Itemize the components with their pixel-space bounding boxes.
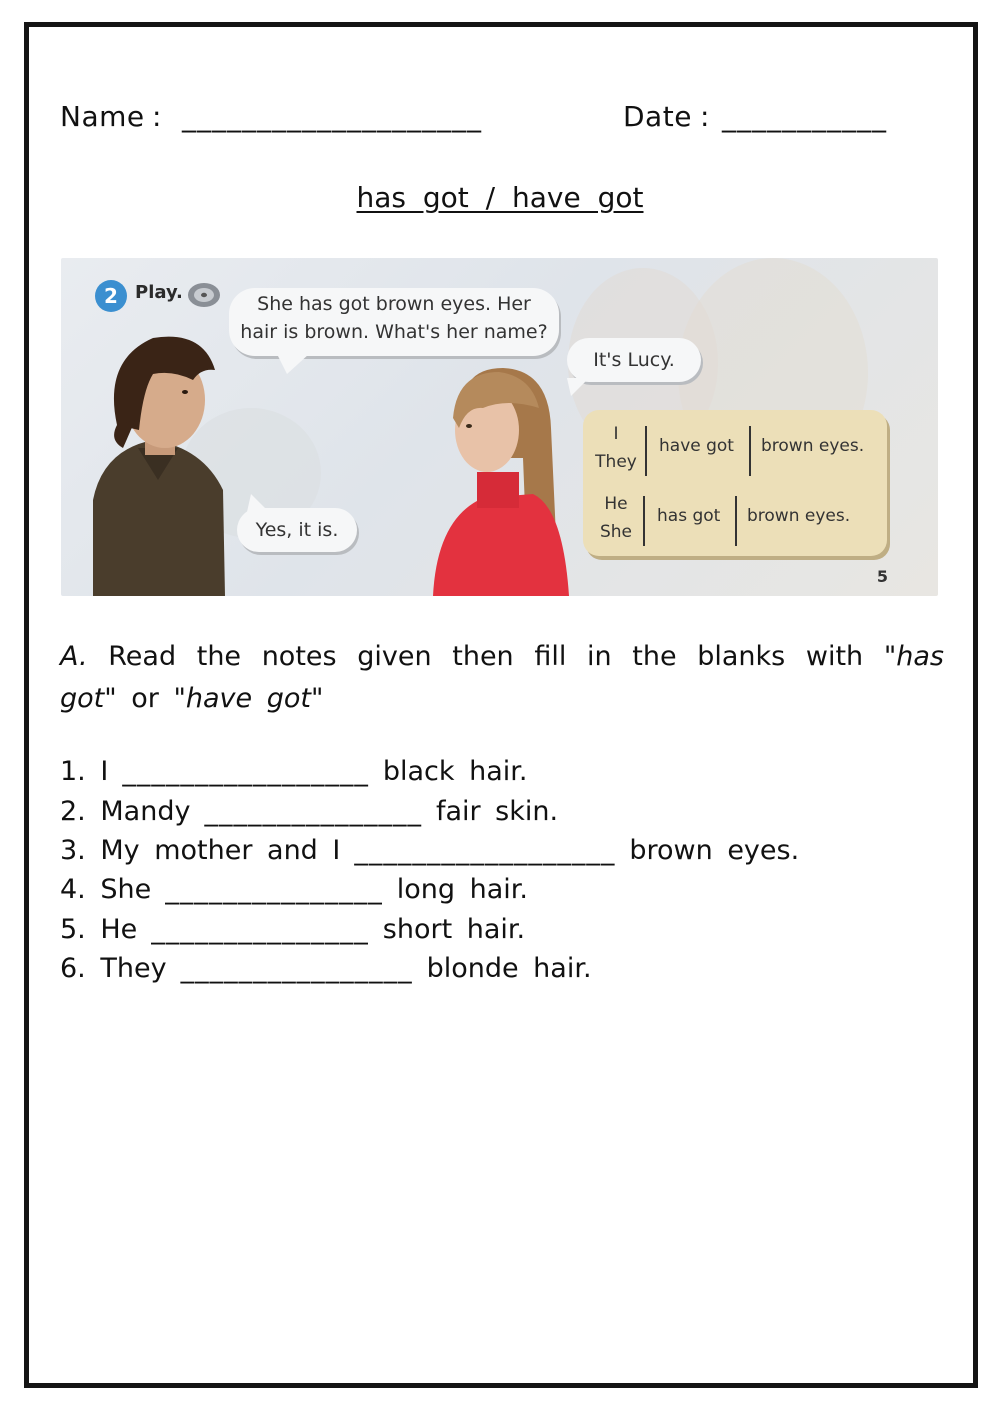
exercise-subject: They bbox=[100, 953, 167, 984]
exercise-number: 4. bbox=[60, 874, 86, 905]
exercise-number-badge: 2 bbox=[95, 280, 127, 312]
exercise-item bbox=[60, 953, 592, 993]
grammar-table bbox=[583, 410, 887, 556]
exercise-number: 6. bbox=[60, 953, 86, 984]
exercise-number: 3. bbox=[60, 835, 86, 866]
grammar-divider bbox=[643, 496, 645, 546]
option-has-got: "has got" bbox=[60, 641, 945, 714]
answer-blank[interactable]: _______________ bbox=[151, 914, 369, 945]
speech-bubble-text: It's Lucy. bbox=[593, 349, 675, 371]
exercise-subject: He bbox=[100, 914, 138, 945]
exercise-subject: Mandy bbox=[100, 796, 191, 827]
play-label: Play. bbox=[135, 282, 183, 303]
instruction-connector: or bbox=[131, 683, 159, 714]
exercise-ending: fair skin. bbox=[435, 796, 559, 827]
date-colon: : bbox=[700, 100, 710, 133]
exercise-number: 5. bbox=[60, 914, 86, 945]
exercise-number: 2. bbox=[60, 796, 86, 827]
grammar-object: brown eyes. bbox=[747, 506, 851, 526]
answer-blank[interactable]: ________________ bbox=[180, 953, 413, 984]
header-row bbox=[60, 100, 940, 140]
grammar-subject: She bbox=[599, 522, 633, 542]
name-field[interactable]: ____________________ bbox=[182, 100, 482, 133]
answer-blank[interactable]: __________________ bbox=[354, 835, 616, 866]
option-have-got: "have got" bbox=[173, 683, 324, 714]
instruction bbox=[60, 636, 944, 720]
exercise-item bbox=[60, 756, 527, 796]
answer-blank[interactable]: _________________ bbox=[122, 756, 369, 787]
boy-figure bbox=[83, 330, 233, 596]
date-field[interactable]: ___________ bbox=[722, 100, 887, 133]
exercise-subject: She bbox=[100, 874, 152, 905]
exercise-item bbox=[60, 796, 558, 836]
cd-audio-icon bbox=[187, 282, 221, 308]
section-letter: A. bbox=[60, 641, 88, 672]
worksheet-title: has got / have got bbox=[356, 181, 644, 214]
grammar-row bbox=[583, 490, 887, 550]
page-number: 5 bbox=[876, 567, 888, 586]
grammar-object: brown eyes. bbox=[761, 436, 865, 456]
speech-bubble bbox=[567, 338, 701, 382]
answer-blank[interactable]: _______________ bbox=[204, 796, 422, 827]
grammar-subject: He bbox=[604, 494, 628, 514]
grammar-subjects bbox=[591, 420, 641, 476]
instruction-text: Read the notes given then fill in the blanks with bbox=[108, 641, 864, 672]
exercise-ending: brown eyes. bbox=[629, 835, 800, 866]
speech-bubble-text: She has got brown eyes. Her bbox=[257, 293, 531, 315]
exercise-number: 1. bbox=[60, 756, 86, 787]
grammar-divider bbox=[645, 426, 647, 476]
exercise-ending: long hair. bbox=[396, 874, 528, 905]
speech-bubble-text: hair is brown. What's her name? bbox=[240, 321, 548, 343]
exercise-item bbox=[60, 835, 799, 875]
speech-bubble-tail bbox=[247, 494, 269, 512]
speech-bubble-text: Yes, it is. bbox=[255, 519, 339, 541]
girl-figure bbox=[423, 368, 573, 596]
speech-bubble-tail bbox=[277, 354, 309, 374]
exercise-item bbox=[60, 874, 528, 914]
exercise-ending: short hair. bbox=[382, 914, 526, 945]
exercise-item bbox=[60, 914, 525, 954]
grammar-subjects bbox=[591, 490, 641, 546]
grammar-verb: has got bbox=[657, 506, 721, 526]
grammar-verb: have got bbox=[659, 436, 734, 456]
textbook-illustration bbox=[61, 258, 938, 596]
grammar-row bbox=[583, 420, 887, 480]
speech-bubble bbox=[237, 508, 357, 552]
speech-bubble-tail bbox=[567, 378, 589, 396]
speech-bubble bbox=[229, 288, 559, 356]
exercise-subject: My mother and I bbox=[100, 835, 341, 866]
answer-blank[interactable]: _______________ bbox=[165, 874, 383, 905]
exercise-subject: I bbox=[100, 756, 109, 787]
exercise-ending: black hair. bbox=[382, 756, 528, 787]
name-colon: : bbox=[152, 100, 162, 133]
grammar-divider bbox=[735, 496, 737, 546]
grammar-subject: They bbox=[595, 452, 637, 472]
name-label: Name bbox=[60, 100, 145, 133]
grammar-divider bbox=[749, 426, 751, 476]
grammar-subject: I bbox=[613, 424, 619, 444]
date-label: Date bbox=[623, 100, 692, 133]
exercise-ending: blonde hair. bbox=[426, 953, 592, 984]
